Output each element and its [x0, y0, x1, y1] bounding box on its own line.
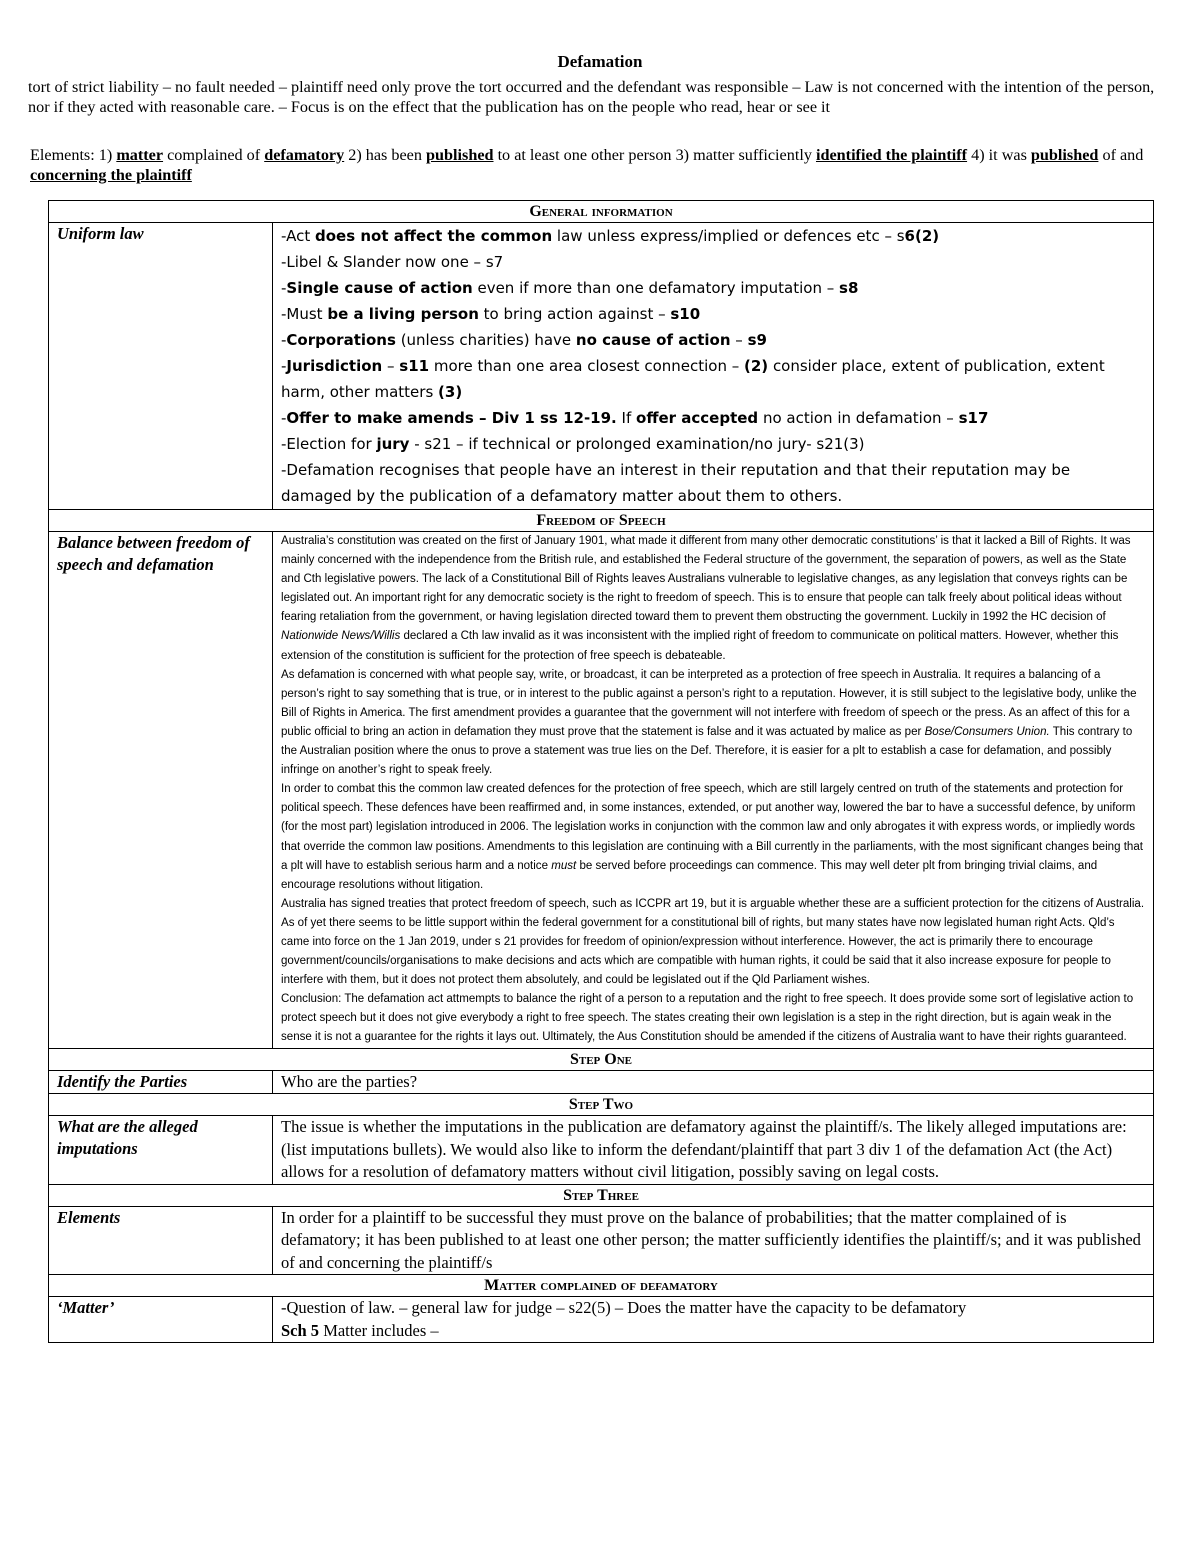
essay-text: In order to combat this the common law created defences for the protection of free speech, which are still largely centred on truth of the statements and protection for political speech. These defences have been reaffirmed and, in some instances, extended, or put another way, lowered the bar to have a successful defence, by uniform (for the most part) legislation introduced in 2006. The legislation works in conjunction with the common law and only abrogates it with express words, or impliedly words that override the common law positions. Amendments to this legislation are continuing with a Bill currently in the parliaments, with the most significant changes being that a plt will have to establish serious harm and a notice: [281, 783, 1143, 872]
key-term: offer accepted: [636, 409, 759, 427]
key-term: s17: [958, 409, 989, 427]
line-text: -Must: [281, 305, 328, 323]
table-row: [49, 1206, 1154, 1275]
line-text: -Election for: [281, 435, 377, 453]
case-citation: Nationwide News/Willis: [281, 630, 401, 643]
line-text: -Defamation recognises that people have an interest in their reputation and that their reputation may be damaged by the publication of a defamatory matter about them to others.: [281, 461, 1071, 505]
essay-text: This contrary to the Australian position where the onus to prove a statement was true lies on the Def. Therefore, it is easier for a plt to establish a case for defamation, and possibly infringe on another’s right to speak freely.: [281, 725, 1133, 777]
table-row: [49, 223, 1154, 510]
row-label: What are the alleged imputations: [49, 1116, 273, 1185]
section-header-row: [49, 1048, 1154, 1070]
key-term: does not affect the common: [314, 227, 553, 245]
essay-paragraph: Australia has signed treaties that protect freedom of speech, such as ICCPR art 19, but it is arguable whether these are a sufficient protection for the citizens of Australia. As of yet there seems to be little support within the federal government for a constitutional bill of rights, but many states have now legislated human right Acts. Qld’s came into force on the 1 Jan 2019, under s 21 provides for freedom of opinion/expression without interference. However, the act is primarily there to encourage government/councils/organisations to make decisions and acts which are compatible with human rights, it could be said that it also increase exposure for people to interfere with them, but it does not protect them absolutely, and could be legislated out if the Qld Parliament wishes.: [281, 897, 1145, 987]
matter-text: Matter includes –: [319, 1320, 439, 1340]
line-text: - s21 – if technical or prolonged examination/no jury- s21(3): [409, 435, 865, 453]
line-text: -Act: [281, 227, 315, 245]
general-info-line: [281, 327, 1145, 353]
row-content: In order for a plaintiff to be successful they must prove on the balance of probabilities; that the matter complained of is defamatory; it has been published to at least one other person; the matter sufficiently identifies the plaintiff/s; and it was published of and concerning the plaintiff/s: [273, 1206, 1154, 1275]
line-text: to bring action against –: [478, 305, 671, 323]
key-term: s11: [399, 357, 430, 375]
general-info-cell: [273, 223, 1154, 510]
elements-text: to at least one other person 3) matter sufficiently: [493, 146, 816, 164]
row-content: Who are the parties?: [273, 1070, 1154, 1094]
key-term: s9: [747, 331, 767, 349]
general-info-line: [281, 431, 1145, 457]
table-row: [49, 1070, 1154, 1094]
essay-text: Australia’s constitution was created on the first of January 1901, what made it different from many other democratic constitutions’ is that it lacked a Bill of Rights. It was mainly concerned with the independence from the British rule, and established the Federal structure of the government, the separation of powers, as well as the State and Cth legislative powers. The lack of a Constitutional Bill of Rights leaves Australians vulnerable to legislative changes, as any legislation that conveys rights can be legislated out. An important right for any democratic society is the right to freedom of speech. This is to ensure that people can talk freely about political ideas without fearing retaliation from the government, or having legislation directed toward them to prevent them obstructing the government. Luckily in 1992 the HC decision of: [281, 535, 1131, 624]
line-text: even if more than one defamatory imputation –: [472, 279, 840, 297]
elements-text: of and: [1098, 146, 1144, 164]
line-text: -: [281, 279, 287, 297]
schedule-ref: Sch 5: [281, 1320, 320, 1340]
row-label: Identify the Parties: [49, 1070, 273, 1094]
line-text: -Libel & Slander now one – s7: [281, 253, 504, 271]
intro-paragraph: tort of strict liability – no fault needed – plaintiff need only prove the tort occurred and the defendant was responsible – Law is not concerned with the intention of the person, nor if they acted with reasonable care. – Focus is on the effect that the publication has on the people who read, hear or see it: [28, 78, 1155, 116]
line-text: more than one area closest connection –: [429, 357, 745, 375]
line-text: -: [281, 409, 287, 427]
section-header-step-two: Step Two: [49, 1094, 1154, 1116]
general-info-line: [281, 353, 1145, 405]
emphasis-text: must: [551, 859, 577, 872]
section-header-row: [49, 510, 1154, 532]
key-term: be a living person: [327, 305, 479, 323]
elements-text: complained of: [163, 146, 265, 164]
line-text: -: [281, 331, 287, 349]
section-header-matter: Matter complained of defamatory: [49, 1275, 1154, 1297]
notes-table: [48, 200, 1154, 1343]
key-term: jury: [376, 435, 410, 453]
line-text: (unless charities) have: [395, 331, 576, 349]
freedom-essay-cell: [273, 532, 1154, 1049]
general-info-line: [281, 275, 1145, 301]
essay-conclusion: Conclusion: The defamation act attmempts to balance the right of a person to a reputation and the right to free speech. It does provide some sort of legislative action to protect speech but it does not give everybody a right to free speech. The states creating their own legislation is a step in the right direction, but is again weak in the sense it is not a guarantee for the rights it lays out. Ultimately, the Aus Constitution should be amended if the citizens of Australia want to have their rights guaranteed.: [281, 993, 1134, 1044]
row-label: ‘Matter’: [49, 1297, 273, 1343]
essay-paragraph: [281, 780, 1145, 895]
section-header-row: [49, 201, 1154, 223]
essay-text: be served before proceedings can commence. This may well deter plt from bringing trivial claims, and encourage resolutions without litigation.: [281, 859, 1098, 891]
element-identified: identified the plaintiff: [815, 146, 968, 164]
row-content: [273, 1297, 1154, 1343]
case-citation: Bose/Consumers Union.: [924, 725, 1050, 738]
table-row: [49, 1116, 1154, 1185]
section-header-general: General information: [49, 201, 1154, 223]
row-label: Uniform law: [49, 223, 273, 510]
line-text: If: [616, 409, 637, 427]
key-term: s10: [670, 305, 701, 323]
key-term: Jurisdiction: [286, 357, 383, 375]
row-content: The issue is whether the imputations in the publication are defamatory against the plaintiff/s. The likely alleged imputations are: (list imputations bullets). We would also like to inform the defendant/plaintiff that part 3 div 1 of the defamation Act (the Act) allows for a resolution of defamatory matters without civil litigation, possibly saving on legal costs.: [273, 1116, 1154, 1185]
key-term: (2): [744, 357, 769, 375]
element-matter: matter: [116, 146, 164, 164]
table-row: [49, 532, 1154, 1049]
section-header-step-three: Step Three: [49, 1184, 1154, 1206]
section-header-row: [49, 1275, 1154, 1297]
essay-paragraph: [281, 666, 1145, 781]
essay-text: As defamation is concerned with what people say, write, or broadcast, it can be interpreted as a protection of free speech in Australia. It requires a balancing of a person’s right to say something that is true, or in interest to the public against a person’s right to a reputation. However, it is still subject to the legislative body, unlike the Bill of Rights in America. The first amendment provides a guarantee that the government will not interfere with freedom of speech or the press. As an affect of this for a public official to bring an action in defamation they must prove that the statement is false and it was actuated by malice as per: [281, 668, 1137, 738]
line-text: law unless express/implied or defences etc – s: [552, 227, 905, 245]
row-label: Elements: [49, 1206, 273, 1275]
general-info-line: [281, 249, 1145, 275]
key-term: (3): [438, 383, 463, 401]
table-row: [49, 1297, 1154, 1343]
element-published-2: published: [1030, 146, 1099, 164]
essay-paragraph: [281, 532, 1145, 666]
line-text: –: [730, 331, 748, 349]
section-header-step-one: Step One: [49, 1048, 1154, 1070]
section-header-freedom: Freedom of Speech: [49, 510, 1154, 532]
general-info-line: [281, 301, 1145, 327]
document-title: Defamation: [557, 52, 643, 71]
line-text: consider place, extent of publication, extent harm, other matters: [281, 357, 1105, 401]
element-concerning: concerning the plaintiff: [30, 165, 192, 184]
element-published: published: [426, 146, 494, 164]
elements-text: Elements: 1): [30, 146, 117, 164]
matter-line: -Question of law. – general law for judge – s22(5) – Does the matter have the capacity to be defamatory: [281, 1298, 967, 1318]
key-term: 6(2): [904, 227, 940, 245]
key-term: no cause of action: [575, 331, 731, 349]
line-text: no action in defamation –: [758, 409, 959, 427]
essay-text: declared a Cth law invalid as it was inconsistent with the implied right of freedom to communicate on political matters. However, whether this extension of the constitution is sufficient for the protection of free speech is debateable.: [281, 630, 1119, 662]
section-header-row: [49, 1184, 1154, 1206]
key-term: Corporations: [286, 331, 396, 349]
section-header-row: [49, 1094, 1154, 1116]
row-label: Balance between freedom of speech and defamation: [49, 532, 273, 1049]
line-text: –: [382, 357, 400, 375]
element-defamatory: defamatory: [264, 146, 345, 164]
key-term: s8: [839, 279, 859, 297]
elements-text: 2) has been: [344, 146, 427, 164]
key-term: Offer to make amends – Div 1 ss 12-19.: [286, 409, 617, 427]
general-info-line: [281, 405, 1145, 431]
line-text: -: [281, 357, 287, 375]
elements-paragraph: [30, 146, 1190, 185]
matter-line: [281, 1320, 1145, 1343]
elements-text: 4) it was: [967, 146, 1031, 164]
general-info-line: [281, 457, 1145, 509]
key-term: Single cause of action: [286, 279, 473, 297]
general-info-line: [281, 223, 1145, 249]
